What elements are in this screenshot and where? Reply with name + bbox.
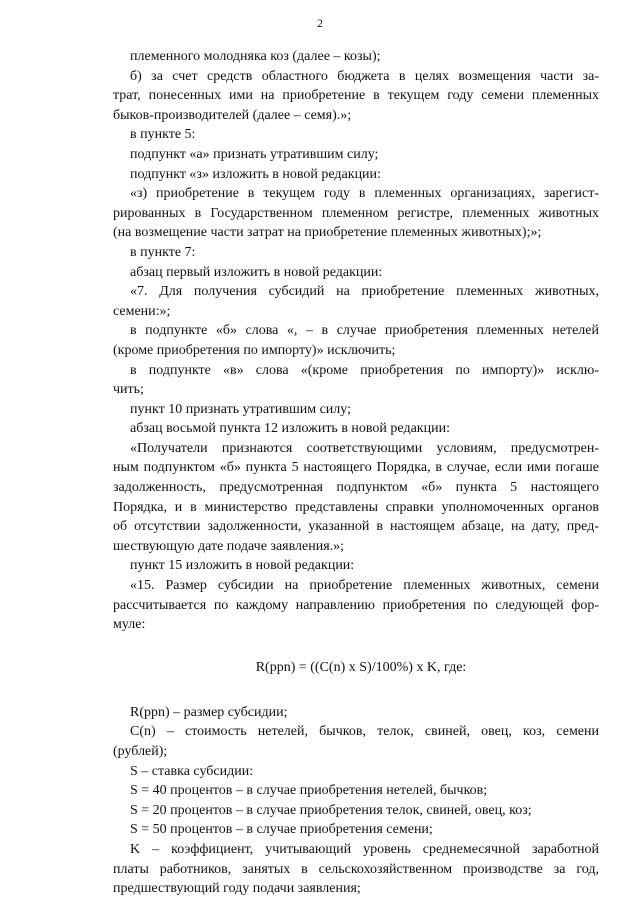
text-line: «15. Размер субсидии на приобретение племенных животных, семени xyxy=(130,578,599,594)
text-line: (на возмещение части затрат на приобретение племенных животных);»; xyxy=(113,225,542,241)
text-line: «з) приобретение в текущем году в племенных организациях, зарегист- xyxy=(130,186,599,202)
text-line: об отсутствии задолженности, указанной в настоящем абзаце, на дату, пред- xyxy=(113,519,599,535)
text-line: подпункт «з» изложить в новой редакции: xyxy=(130,166,381,182)
text-line: (рублей); xyxy=(113,744,168,759)
text-line: племенного молодняка коз (далее – козы); xyxy=(130,49,381,64)
text-line: абзац первый изложить в новой редакции: xyxy=(130,264,383,280)
text-line: в подпункте «б» слова «, – в случае приобретения племенных нетелей xyxy=(130,323,599,339)
text-line: предшествующий году подачи заявления; xyxy=(113,881,361,897)
text-line: «Получатели признаются соответствующими условиям, предусмотрен- xyxy=(130,440,599,456)
text-line: семени:»; xyxy=(113,303,171,319)
text-line: ным подпунктом «б» пункта 5 настоящего Порядка, в случае, если ими погаше xyxy=(113,460,599,476)
subsidy-formula: R(ppn) = ((C(n) x S)/100%) x K, где: xyxy=(255,659,467,675)
text-line: S = 40 процентов – в случае приобретения нетелей, бычков; xyxy=(130,783,488,799)
text-line: C(n) – стоимость нетелей, бычков, телок, свиней, овец, коз, семени xyxy=(130,724,599,740)
text-line: шествующую дате подаче заявления.»; xyxy=(113,538,345,554)
amendment-text xyxy=(113,47,599,635)
text-line: S = 20 процентов – в случае приобретения телок, свиней, овец, коз; xyxy=(130,802,532,818)
text-line: S – ставка субсидии: xyxy=(130,763,254,779)
text-line: чить; xyxy=(113,382,144,398)
text-line: платы работников, занятых в сельскохозяйственном производстве за год, xyxy=(113,861,599,877)
text-line: подпункт «а» признать утратившим силу; xyxy=(130,146,379,162)
text-line: трат, понесенных ими на приобретение в текущем году семени племенных xyxy=(113,88,599,104)
text-line: быков-производителей (далее – семя).»; xyxy=(113,107,352,123)
text-line: (кроме приобретения по импорту)» исключить; xyxy=(113,342,396,358)
text-line: «7. Для получения субсидий на приобретение племенных животных, xyxy=(130,284,599,300)
text-line: б) за счет средств областного бюджета в целях возмещения части за- xyxy=(130,68,599,84)
page-number: 2 xyxy=(317,16,323,30)
formula-definitions xyxy=(113,703,599,899)
text-line: задолженность, предусмотренная подпунктом «б» пункта 5 настоящего xyxy=(113,480,599,496)
text-line: в пункте 7: xyxy=(130,244,196,260)
document-body xyxy=(113,47,599,899)
text-line: в пункте 5: xyxy=(130,127,196,143)
text-line: пункт 10 признать утратившим силу; xyxy=(130,401,351,417)
text-line: R(ppn) – размер субсидии; xyxy=(130,704,288,720)
text-line: Порядка, и в министерство представлены справки уполномоченных органов xyxy=(113,499,599,515)
text-line: рированных в Государственном племенном регистре, племенных животных xyxy=(113,205,599,221)
text-line: рассчитывается по каждому направлению приобретения по следующей фор- xyxy=(113,597,599,613)
text-line: абзац восьмой пункта 12 изложить в новой редакции: xyxy=(130,421,450,437)
text-line: пункт 15 изложить в новой редакции: xyxy=(130,558,355,574)
text-line: в подпункте «в» слова «(кроме приобретения по импорту)» исклю- xyxy=(130,362,599,378)
text-line: муле: xyxy=(113,617,146,633)
text-line: K – коэффициент, учитывающий уровень среднемесячной заработной xyxy=(130,841,599,857)
text-line: S = 50 процентов – в случае приобретения семени; xyxy=(130,822,433,838)
